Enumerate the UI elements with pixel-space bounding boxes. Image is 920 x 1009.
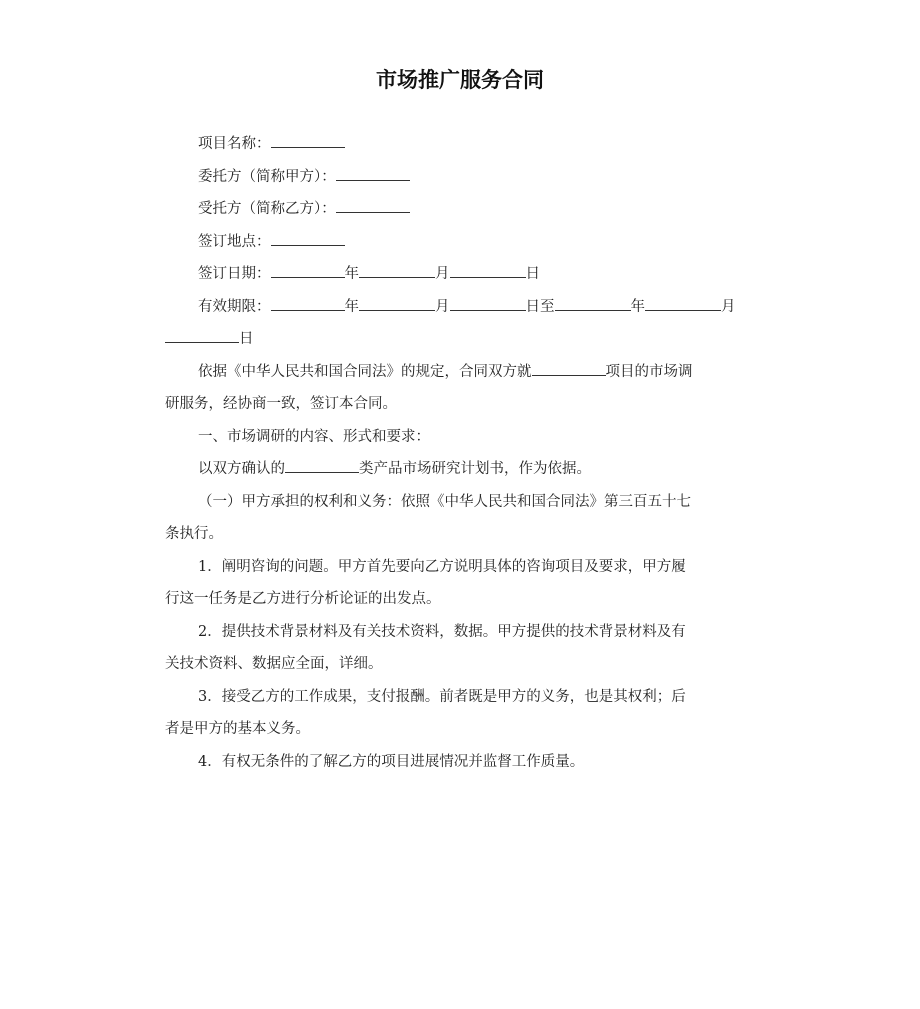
field-sign-place (165, 226, 755, 259)
item-4-line1: 4．有权无条件的了解乙方的项目进展情况并监督工作质量。 (198, 753, 585, 770)
blank-line (450, 263, 526, 278)
subsection-line2: 条执行。 (165, 526, 223, 542)
field-valid-period-cont (165, 323, 755, 356)
blank-line (165, 328, 239, 343)
field-label: 有效期限： (198, 298, 271, 315)
field-sign-date (165, 258, 755, 291)
field-label: 委托方（简称甲方）： (198, 168, 336, 185)
item-3-line2: 者是甲方的基本义务。 (165, 721, 310, 737)
section-heading: 一、市场调研的内容、形式和要求： (198, 428, 430, 445)
blank-line (450, 296, 526, 311)
item-2-line1: 2．提供技术背景材料及有关技术资料，数据。甲方提供的技术背景材料及有 (198, 623, 686, 640)
document-body (165, 128, 755, 778)
day-unit: 日 (239, 331, 254, 347)
text-run: 项目的市场调 (605, 363, 693, 380)
item-1-line2: 行这一任务是乙方进行分析论证的出发点。 (165, 591, 441, 607)
item-1-line1: 1．阐明咨询的问题。甲方首先要向乙方说明具体的咨询项目及要求，甲方履 (198, 558, 686, 575)
year-unit: 年 (344, 266, 359, 282)
text-run: 类产品市场研究计划书，作为依据。 (359, 461, 591, 477)
field-label: 签订日期： (198, 266, 271, 282)
field-valid-period (165, 291, 755, 324)
month-unit: 月 (435, 266, 450, 282)
field-client (165, 161, 755, 194)
blank-line (271, 263, 345, 278)
blank-line (532, 361, 606, 376)
day-to-unit: 日至 (525, 298, 555, 315)
blank-line (645, 296, 721, 311)
blank-line (359, 296, 435, 311)
document-title: 市场推广服务合同 (376, 68, 544, 92)
blank-line (336, 198, 410, 213)
paragraph-basis-line2: 研服务，经协商一致，签订本合同。 (165, 396, 397, 412)
paragraph-basis-line1 (165, 356, 755, 389)
year-unit: 年 (630, 298, 645, 315)
field-project-name (165, 128, 755, 161)
field-contractor (165, 193, 755, 226)
item-3-line1: 3．接受乙方的工作成果，支付报酬。前者既是甲方的义务，也是其权利；后 (198, 688, 686, 705)
text-run: 以双方确认的 (198, 461, 285, 477)
field-label: 受托方（简称乙方）： (198, 201, 336, 217)
blank-line (359, 263, 435, 278)
year-unit: 年 (344, 298, 359, 315)
blank-line (271, 296, 345, 311)
item-2-line2: 关技术资料、数据应全面，详细。 (165, 656, 383, 672)
field-label: 项目名称： (198, 136, 271, 152)
month-unit: 月 (435, 298, 450, 315)
day-unit: 日 (525, 266, 540, 282)
month-unit: 月 (721, 298, 736, 315)
plan-line (165, 453, 755, 486)
blank-line (271, 231, 345, 246)
blank-line (271, 133, 345, 148)
text-run: 依据《中华人民共和国合同法》的规定，合同双方就 (198, 363, 532, 380)
blank-line (555, 296, 631, 311)
blank-line (285, 458, 359, 473)
blank-line (336, 166, 410, 181)
subsection-line1: （一）甲方承担的权利和义务：依照《中华人民共和国合同法》第三百五十七 (198, 493, 691, 510)
field-label: 签订地点： (198, 233, 271, 250)
